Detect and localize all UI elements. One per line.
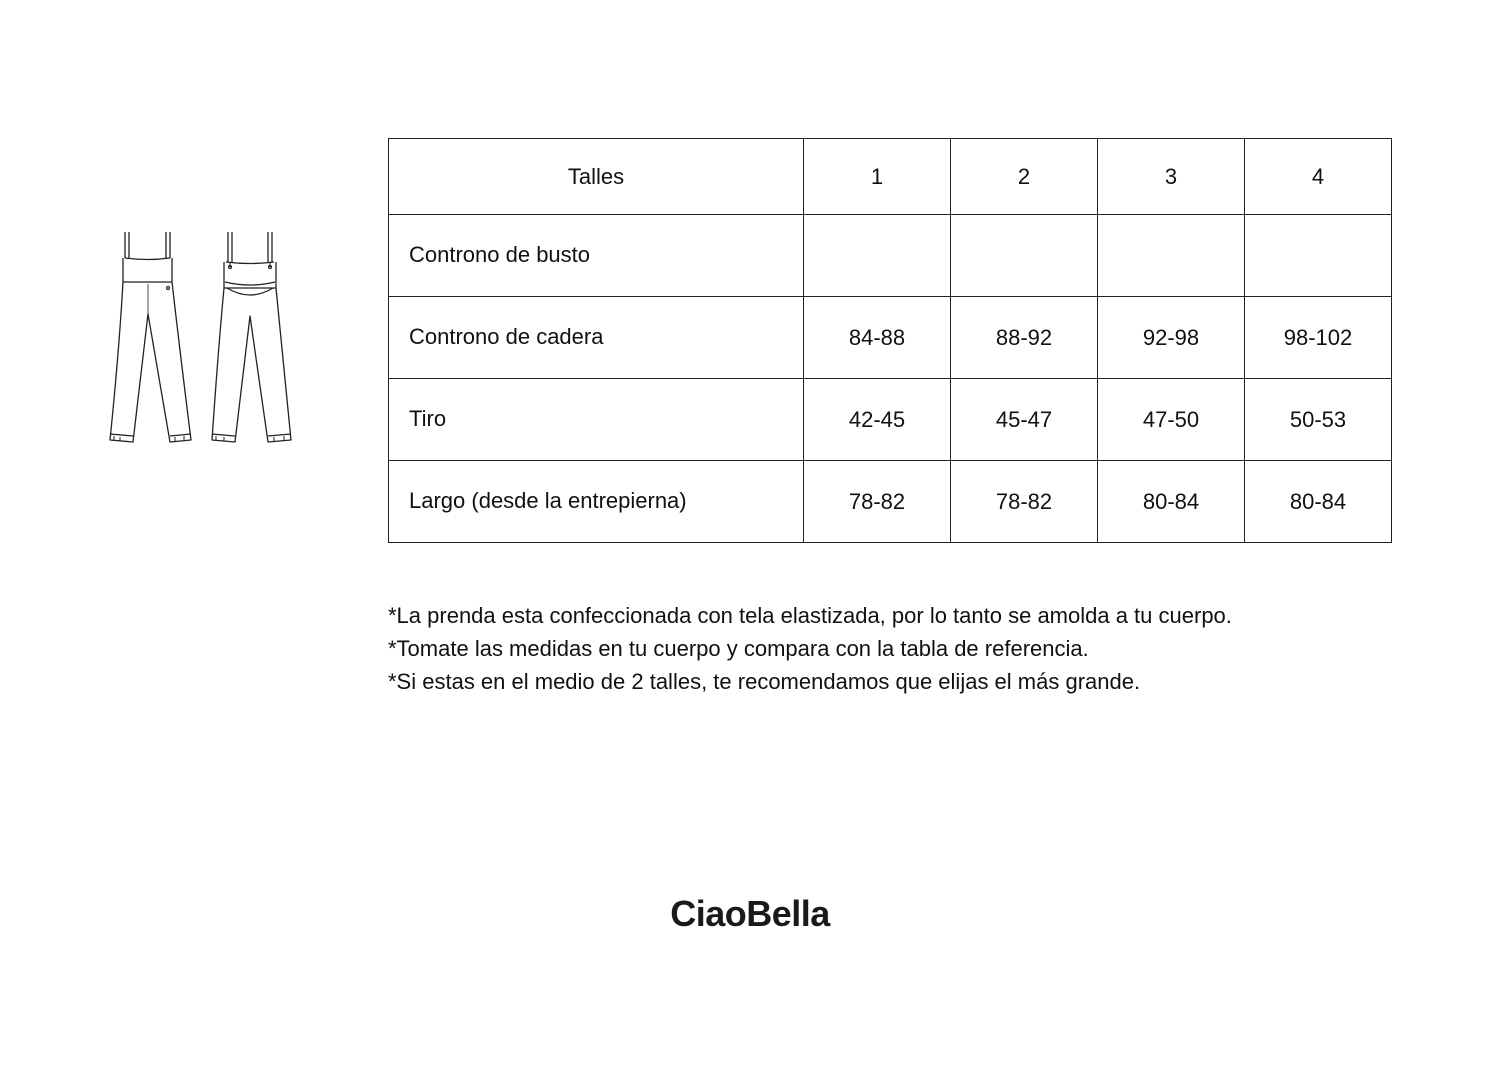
table-cell: 98-102 [1245, 297, 1392, 379]
note-line: *Si estas en el medio de 2 talles, te recomendamos que elijas el más grande. [388, 669, 1141, 694]
table-cell: 78-82 [951, 461, 1098, 543]
size-chart-table [388, 138, 1392, 543]
table-cell: 42-45 [804, 379, 951, 461]
row-label: Tiro [389, 379, 804, 461]
table-header-row [389, 139, 1392, 215]
header-cell-size-2: 2 [951, 139, 1098, 215]
table-cell [1098, 215, 1245, 297]
header-cell-size-4: 4 [1245, 139, 1392, 215]
note-line: *La prenda esta confeccionada con tela elastizada, por lo tanto se amolda a tu cuerpo. [388, 603, 1232, 628]
jumpsuit-back-icon [212, 232, 291, 442]
jumpsuit-front-icon [110, 232, 191, 442]
jumpsuit-illustration [100, 222, 300, 452]
table-cell: 78-82 [804, 461, 951, 543]
table-cell: 80-84 [1245, 461, 1392, 543]
table-cell [804, 215, 951, 297]
table-cell: 45-47 [951, 379, 1098, 461]
header-cell-size-3: 3 [1098, 139, 1245, 215]
row-label: Controno de cadera [389, 297, 804, 379]
table-cell: 92-98 [1098, 297, 1245, 379]
table-row [389, 215, 1392, 297]
table-cell: 80-84 [1098, 461, 1245, 543]
row-label: Largo (desde la entrepierna) [389, 461, 804, 543]
table-cell: 88-92 [951, 297, 1098, 379]
table-row [389, 379, 1392, 461]
table-cell [951, 215, 1098, 297]
size-notes [388, 599, 1448, 698]
brand-logo: CiaoBella [670, 893, 830, 934]
table-row [389, 297, 1392, 379]
row-label: Controno de busto [389, 215, 804, 297]
table-cell [1245, 215, 1392, 297]
table-cell: 84-88 [804, 297, 951, 379]
table-row [389, 461, 1392, 543]
header-cell-talles: Talles [389, 139, 804, 215]
table-cell: 50-53 [1245, 379, 1392, 461]
note-line: *Tomate las medidas en tu cuerpo y compara con la tabla de referencia. [388, 636, 1089, 661]
header-cell-size-1: 1 [804, 139, 951, 215]
table-cell: 47-50 [1098, 379, 1245, 461]
